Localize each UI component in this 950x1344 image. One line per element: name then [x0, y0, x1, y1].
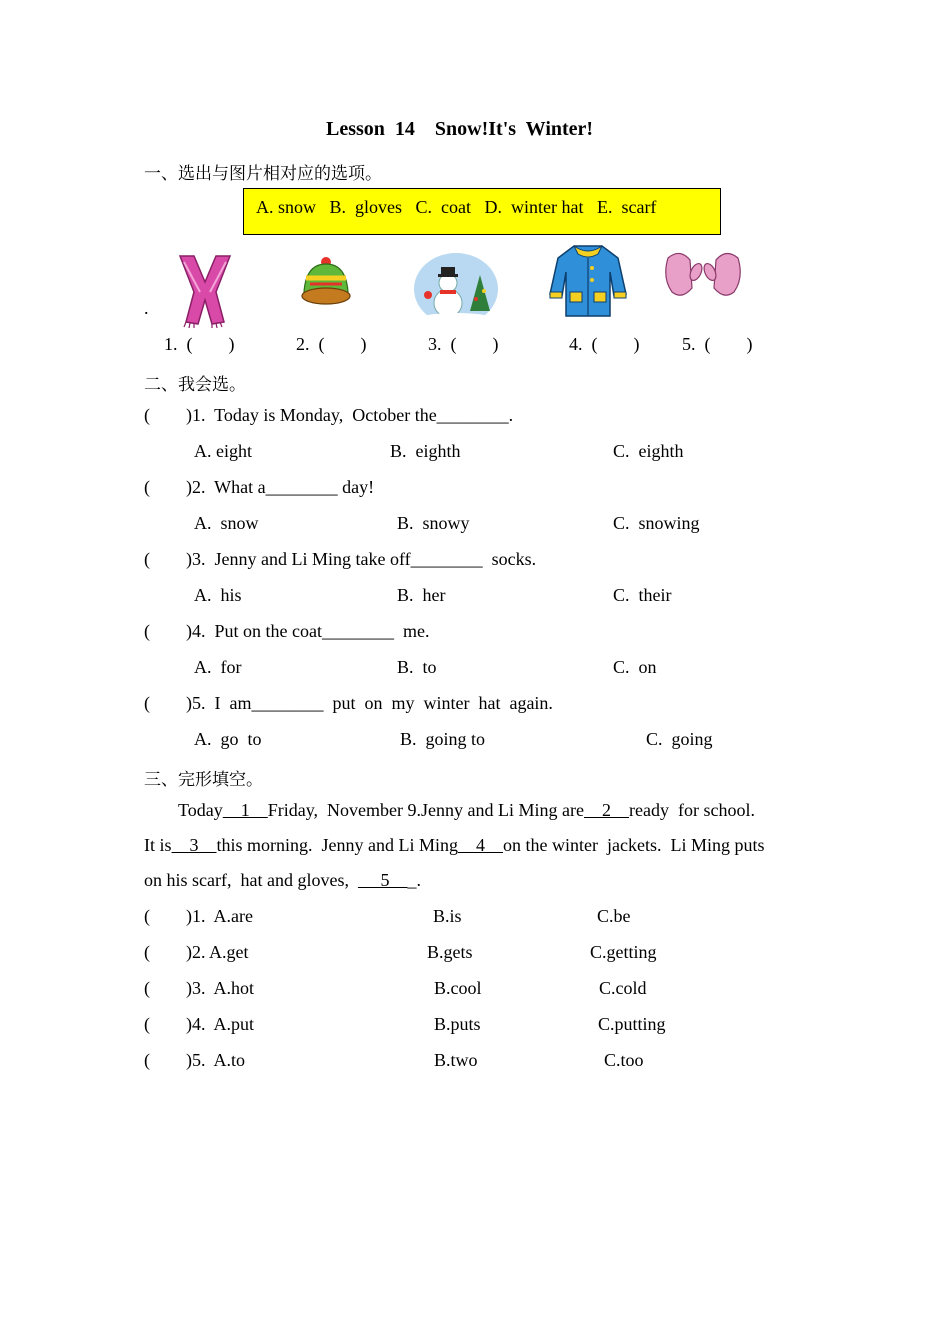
cloze-blank-2[interactable]: 2: [584, 800, 629, 820]
cloze-option-1c: C.be: [597, 906, 631, 926]
section-2-heading: 二、我会选。: [144, 375, 246, 395]
cloze-question-4[interactable]: ( )4. A.put: [144, 1014, 254, 1034]
cloze-option-2b: B.gets: [427, 942, 473, 962]
cloze-option-4b: B.puts: [434, 1014, 481, 1034]
mc-option-3c: C. their: [613, 585, 672, 605]
cloze-option-1b: B.is: [433, 906, 462, 926]
cloze-blank-4[interactable]: 4: [458, 835, 504, 855]
passage-text: this morning. Jenny and Li Ming: [216, 835, 459, 855]
mc-option-4a: A. for: [194, 657, 242, 677]
passage-text: on his scarf, hat and gloves,: [144, 870, 358, 890]
mc-option-5c: C. going: [646, 729, 713, 749]
cloze-option-3b: B.cool: [434, 978, 482, 998]
dot-mark: .: [144, 298, 149, 318]
page-title: Lesson 14 Snow!It's Winter!: [326, 118, 594, 140]
cloze-blank-3[interactable]: 3: [171, 835, 217, 855]
mc-question-4[interactable]: ( )4. Put on the coat________ me.: [144, 621, 430, 641]
passage-line-2: [144, 835, 764, 856]
picture-answer-3[interactable]: 3. ( ): [428, 334, 499, 354]
passage-text: Friday, November 9.Jenny and Li Ming are: [267, 800, 584, 820]
cloze-option-3c: C.cold: [599, 978, 647, 998]
mc-question-1[interactable]: ( )1. Today is Monday, October the________.: [144, 405, 514, 425]
passage-text: _: [407, 870, 417, 890]
mc-option-1b: B. eighth: [390, 441, 461, 461]
mc-option-3a: A. his: [194, 585, 242, 605]
snowman-icon: [414, 251, 498, 325]
cloze-option-2c: C.getting: [590, 942, 657, 962]
option-list: A. snow B. gloves C. coat D. winter hat E. scarf: [256, 197, 657, 217]
picture-answer-5[interactable]: 5. ( ): [682, 334, 753, 354]
mc-option-1a: A. eight: [194, 441, 252, 461]
section-1-heading: 一、选出与图片相对应的选项。: [144, 164, 382, 184]
passage-line-1: [178, 800, 755, 821]
cloze-question-1[interactable]: ( )1. A.are: [144, 906, 253, 926]
mc-option-2b: B. snowy: [397, 513, 470, 533]
mc-option-5b: B. going to: [400, 729, 486, 749]
scarf-icon: [172, 252, 238, 328]
mc-option-2a: A. snow: [194, 513, 259, 533]
coat-icon: [548, 242, 628, 318]
mc-option-4b: B. to: [397, 657, 437, 677]
passage-text: .: [416, 870, 421, 890]
mc-question-5[interactable]: ( )5. I am________ put on my winter hat again.: [144, 693, 553, 713]
cloze-question-2[interactable]: ( )2. A.get: [144, 942, 249, 962]
mc-option-3b: B. her: [397, 585, 446, 605]
passage-text: Today: [178, 800, 223, 820]
picture-answer-1[interactable]: 1. ( ): [164, 334, 235, 354]
passage-text: on the winter jackets. Li Ming puts: [503, 835, 765, 855]
picture-answer-4[interactable]: 4. ( ): [569, 334, 640, 354]
mc-option-1c: C. eighth: [613, 441, 684, 461]
cloze-question-5[interactable]: ( )5. A.to: [144, 1050, 245, 1070]
cloze-option-5b: B.two: [434, 1050, 478, 1070]
passage-line-3: [144, 870, 421, 891]
mc-option-2c: C. snowing: [613, 513, 700, 533]
passage-text: It is: [144, 835, 172, 855]
cloze-option-5c: C.too: [604, 1050, 644, 1070]
cloze-question-3[interactable]: ( )3. A.hot: [144, 978, 254, 998]
mc-option-4c: C. on: [613, 657, 657, 677]
mc-option-5a: A. go to: [194, 729, 262, 749]
cloze-option-4c: C.putting: [598, 1014, 666, 1034]
cloze-blank-1[interactable]: 1: [222, 800, 268, 820]
mc-question-3[interactable]: ( )3. Jenny and Li Ming take off________ socks.: [144, 549, 537, 569]
cloze-blank-5[interactable]: 5: [357, 870, 408, 890]
picture-answer-2[interactable]: 2. ( ): [296, 334, 367, 354]
winter-hat-icon: [300, 256, 352, 306]
section-3-heading: 三、完形填空。: [144, 770, 263, 790]
mittens-icon: [660, 248, 746, 302]
passage-text: ready for school.: [629, 800, 755, 820]
mc-question-2[interactable]: ( )2. What a________ day!: [144, 477, 375, 497]
